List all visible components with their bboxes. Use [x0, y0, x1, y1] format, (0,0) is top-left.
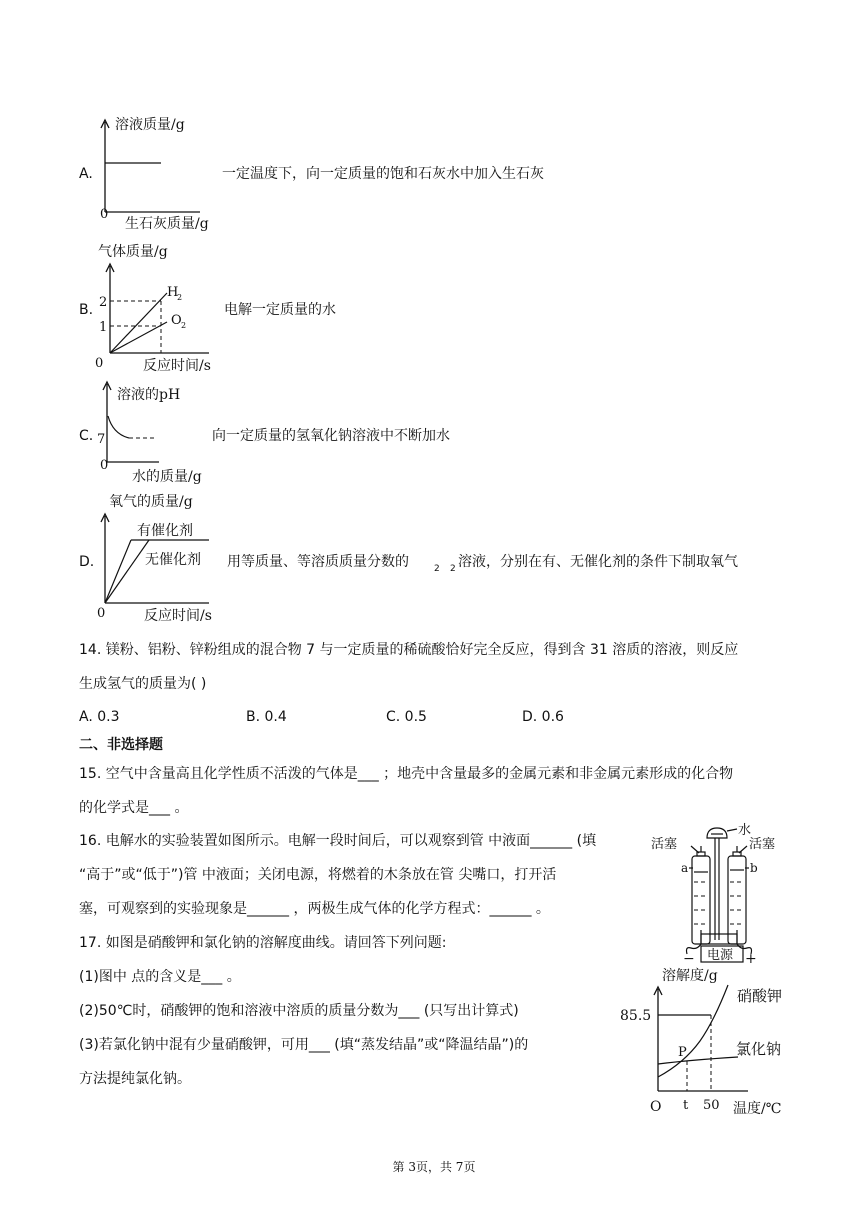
option-d-line2-label: 无催化剂: [145, 552, 201, 568]
option-c-graph: [95, 378, 215, 488]
series-o2-label: O: [171, 313, 182, 328]
xtick-50: 50: [703, 1098, 720, 1113]
option-d-ylabel: 氧气的质量/g: [109, 494, 193, 510]
option-d-graph: [93, 488, 233, 628]
q15-line1: 15. 空气中含量高且化学性质不活泼的气体是___ ；地壳中含量最多的金属元素和非金属元素形成的化合物: [79, 766, 734, 782]
option-d-subscript-2: 2: [450, 564, 456, 574]
option-a-label: A.: [79, 166, 93, 182]
q17-part1: (1)图中 点的含义是___ 。: [79, 969, 241, 985]
valve-right-label: 活塞: [749, 837, 776, 852]
series-h2-label: H: [167, 285, 179, 300]
option-b-label: B.: [79, 302, 94, 318]
q16-line2: “高于”或“低于”)管 中液面；关闭电源，将燃着的木条放在管 尖嘴口，打开活: [79, 867, 557, 883]
q14-line1: 14. 镁粉、铝粉、锌粉组成的混合物 7 与一定质量的稀硫酸恰好完全反应，得到含 31 溶质的溶液，则反应: [79, 642, 739, 658]
q15-line2: 的化学式是___ 。: [79, 800, 189, 816]
solubility-ylabel: 溶解度/g: [662, 968, 718, 984]
tube-b-label: b: [750, 861, 758, 875]
valve-left-label: 活塞: [651, 837, 678, 852]
q14-choice-d: D. 0.6: [522, 709, 564, 725]
option-a-origin: 0: [100, 207, 109, 222]
q17-part2: (2)50℃时，硝酸钾的饱和溶液中溶质的质量分数为___ (只写出计算式): [79, 1003, 519, 1019]
option-d-text: 用等质量、等溶质质量分数的: [227, 554, 409, 570]
option-d-origin: 0: [97, 606, 106, 621]
page-footer: 第 3页，共 7页: [392, 1160, 476, 1174]
q17-part3a: (3)若氯化钠中混有少量硝酸钾，可用___ (填“蒸发结晶”或“降温结晶”)的: [79, 1037, 529, 1053]
option-d-line1-label: 有催化剂: [137, 523, 193, 539]
q17-intro: 17. 如图是硝酸钾和氯化钠的溶解度曲线。请回答下列问题:: [79, 935, 447, 951]
option-c-xlabel: 水的质量/g: [132, 469, 202, 485]
option-a-xlabel: 生石灰质量/g: [125, 216, 209, 232]
q17-part3b: 方法提纯氯化钠。: [79, 1071, 191, 1087]
power-label: 电源: [707, 948, 734, 963]
option-a-text: 一定温度下，向一定质量的饱和石灰水中加入生石灰: [222, 166, 544, 182]
option-d-text-tail: 溶液，分别在有、无催化剂的条件下制取氧气: [458, 554, 738, 570]
section-heading: 二、非选择题: [79, 737, 163, 753]
curve-kno3-label: 硝酸钾: [737, 987, 783, 1005]
power-minus: −: [683, 951, 695, 967]
series-h2-subscript: 2: [177, 293, 183, 302]
power-plus: +: [745, 951, 757, 967]
option-d-subscript-1: 2: [434, 564, 440, 574]
option-b-graph: [93, 240, 228, 375]
series-o2-subscript: 2: [181, 321, 187, 330]
xtick-t: t: [683, 1098, 689, 1113]
option-b-ytick-2: 2: [99, 295, 108, 310]
water-label: 水: [738, 823, 752, 838]
option-a-graph: [95, 108, 235, 233]
option-d-xlabel: 反应时间/s: [144, 608, 212, 624]
option-c-ylabel: 溶液的pH: [117, 387, 181, 403]
option-b-text: 电解一定质量的水: [224, 302, 336, 318]
option-c-origin: 0: [100, 458, 109, 473]
solubility-origin: O: [650, 1099, 662, 1115]
point-p-label: P: [678, 1045, 687, 1060]
option-c-label: C.: [79, 428, 94, 444]
tube-a-label: a: [681, 861, 689, 875]
option-b-ylabel: 气体质量/g: [98, 244, 168, 260]
option-c-text: 向一定质量的氢氧化钠溶液中不断加水: [212, 428, 450, 444]
option-d-label: D.: [79, 554, 95, 570]
option-a-ylabel: 溶液质量/g: [115, 117, 185, 133]
q14-choice-a: A. 0.3: [79, 709, 120, 725]
electrolysis-apparatus: [645, 822, 795, 967]
q16-line3: 塞，可观察到的实验现象是______ ，两极生成气体的化学方程式：______ 。: [79, 901, 550, 917]
option-b-ytick-1: 1: [99, 320, 108, 335]
option-c-ytick-7: 7: [97, 432, 106, 447]
q14-choice-b: B. 0.4: [246, 709, 287, 725]
solubility-ytick: 85.5: [620, 1008, 652, 1024]
q16-line1: 16. 电解水的实验装置如图所示。电解一段时间后，可以观察到管 中液面______ (填: [79, 833, 597, 849]
solubility-xlabel: 温度/℃: [733, 1101, 782, 1117]
option-b-xlabel: 反应时间/s: [143, 358, 211, 374]
solubility-graph: [620, 963, 795, 1123]
q14-line2: 生成氢气的质量为( ): [79, 676, 207, 692]
option-b-origin: 0: [95, 356, 104, 371]
q14-choice-c: C. 0.5: [386, 709, 427, 725]
curve-nacl-label: 氯化钠: [736, 1040, 782, 1058]
